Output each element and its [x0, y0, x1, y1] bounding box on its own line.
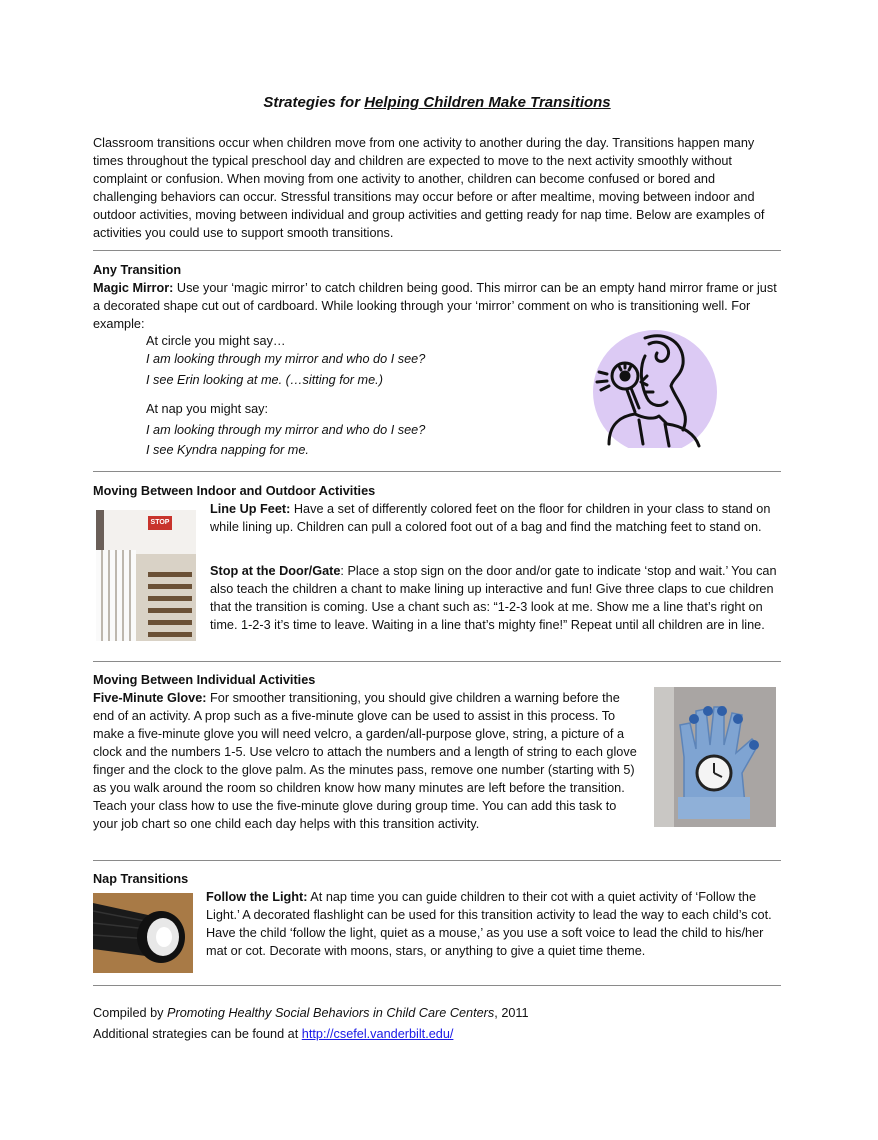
stop-door-label: Stop at the Door/Gate	[210, 564, 341, 578]
compiled-year: , 2011	[494, 1006, 529, 1020]
line-up-feet-paragraph	[210, 500, 781, 536]
line-up-feet-text: Have a set of differently colored feet on the floor for children in your class to stand on while lining up. Children can pull a colored foot out of a bag and find the matching feet to stand on.	[210, 502, 771, 534]
section-divider	[93, 860, 781, 861]
additional-strategies-line	[93, 1025, 453, 1043]
additional-prefix: Additional strategies can be found at	[93, 1027, 302, 1041]
individual-heading: Moving Between Individual Activities	[93, 673, 316, 687]
compiled-prefix: Compiled by	[93, 1006, 168, 1020]
stop-door-paragraph	[210, 562, 781, 634]
five-minute-glove-photo	[654, 687, 776, 827]
line-up-feet-label: Line Up Feet:	[210, 502, 291, 516]
intro-paragraph: Classroom transitions occur when children move from one activity to another during the day. Transitions happen many times throughout the typical preschool day and children are expected to move to the next activity smoothly without complaint or confusion. When moving from one activity to another, children can become confused or bored and challenging behaviors can occur. Stressful transitions may occur before or after mealtime, moving between indoor and outdoor activities, moving between individual and group activities and getting ready for nap time. Below are examples of activities you could use to support smooth transitions.	[93, 136, 765, 240]
follow-light-text: At nap time you can guide children to their cot with a quiet activity of ‘Follow the Light.’ A decorated flashlight can be used for this transition activity to lead the way to each child’s cot. Have the child ‘follow the light, quiet as a mouse,’ as you use a soft voice to lead the child to his/her mat or cot. Decorate with moons, stars, or anything to give a quiet time theme.	[206, 890, 772, 958]
line-up-feet-photo	[96, 510, 196, 641]
photo-feet-rows	[148, 568, 192, 638]
section-divider	[93, 250, 781, 251]
flashlight-photo	[93, 893, 193, 973]
compiled-source: Promoting Healthy Social Behaviors in Child Care Centers	[167, 1006, 495, 1020]
any-transition-heading: Any Transition	[93, 263, 182, 277]
nap-line-1: I am looking through my mirror and who do I see?	[146, 423, 426, 437]
nap-intro: At nap you might say:	[146, 402, 269, 416]
follow-light-label: Follow the Light:	[206, 890, 308, 904]
section-divider	[93, 661, 781, 662]
follow-light-paragraph	[206, 888, 781, 960]
glove-with-clock	[654, 687, 776, 827]
five-minute-glove-paragraph	[93, 689, 638, 833]
magic-mirror-paragraph	[93, 279, 781, 333]
compiled-by-line	[93, 1004, 529, 1022]
circle-line-1: I am looking through my mirror and who do I see?	[146, 352, 426, 366]
nap-line-2: I see Kyndra napping for me.	[146, 443, 309, 457]
flashlight	[93, 893, 193, 973]
five-minute-glove-text: For smoother transitioning, you should give children a warning before the end of an activity. A prop such as a five-minute glove can be used to assist in this process. To make a five-minute glove you will need velcro, a garden/all-purpose glove, string, a picture of a clock and the numbers 1-5. Use velcro to attach the numbers and a length of string to each glove finger and the clock to the glove palm. As the minutes pass, remove one number (starting with 5) as you walk around the room so children know how many minutes are left before the transition. Teach your class how to use the five-minute glove during group time. You can add this task to your job chart so one child each day helps with this transition activity.	[93, 691, 637, 831]
magic-mirror-illustration	[587, 328, 719, 448]
photo-wall	[96, 510, 196, 554]
stop-door-text: : Place a stop sign on the door and/or gate to indicate ‘stop and wait.’ You can also teach the children a chant to make lining up interactive and fun! Give three claps to cue children that the transition is coming. Use a chant such as: “1-2-3 look at me. Show me a line that’s right on time. 1-2-3 it’s time to leave. Waiting in a line that’s mighty fine!” Repeat until all children are in line.	[210, 564, 777, 632]
magic-mirror-text: Use your ‘magic mirror’ to catch children being good. This mirror can be an empty hand mirror frame or just a decorated shape cut out of cardboard. While looking through your ‘mirror’ comment on who is transitioning well. For example:	[93, 281, 777, 331]
five-minute-glove-label: Five-Minute Glove:	[93, 691, 207, 705]
indoor-outdoor-heading: Moving Between Indoor and Outdoor Activities	[93, 484, 376, 498]
page-title	[93, 94, 781, 111]
nap-transitions-heading: Nap Transitions	[93, 872, 189, 886]
photo-gate	[96, 550, 136, 641]
title-underlined: Helping Children Make Transitions	[364, 94, 611, 111]
circle-intro: At circle you might say…	[146, 334, 286, 348]
mirror-eye	[621, 372, 629, 380]
magic-mirror-label: Magic Mirror:	[93, 281, 174, 295]
stop-sign: STOP	[148, 516, 172, 530]
section-divider	[93, 985, 781, 986]
csefel-link[interactable]: http://csefel.vanderbilt.edu/	[301, 1027, 454, 1041]
circle-line-2: I see Erin looking at me. (…sitting for me.)	[146, 373, 383, 387]
title-lead: Strategies for	[263, 94, 365, 111]
section-divider	[93, 471, 781, 472]
